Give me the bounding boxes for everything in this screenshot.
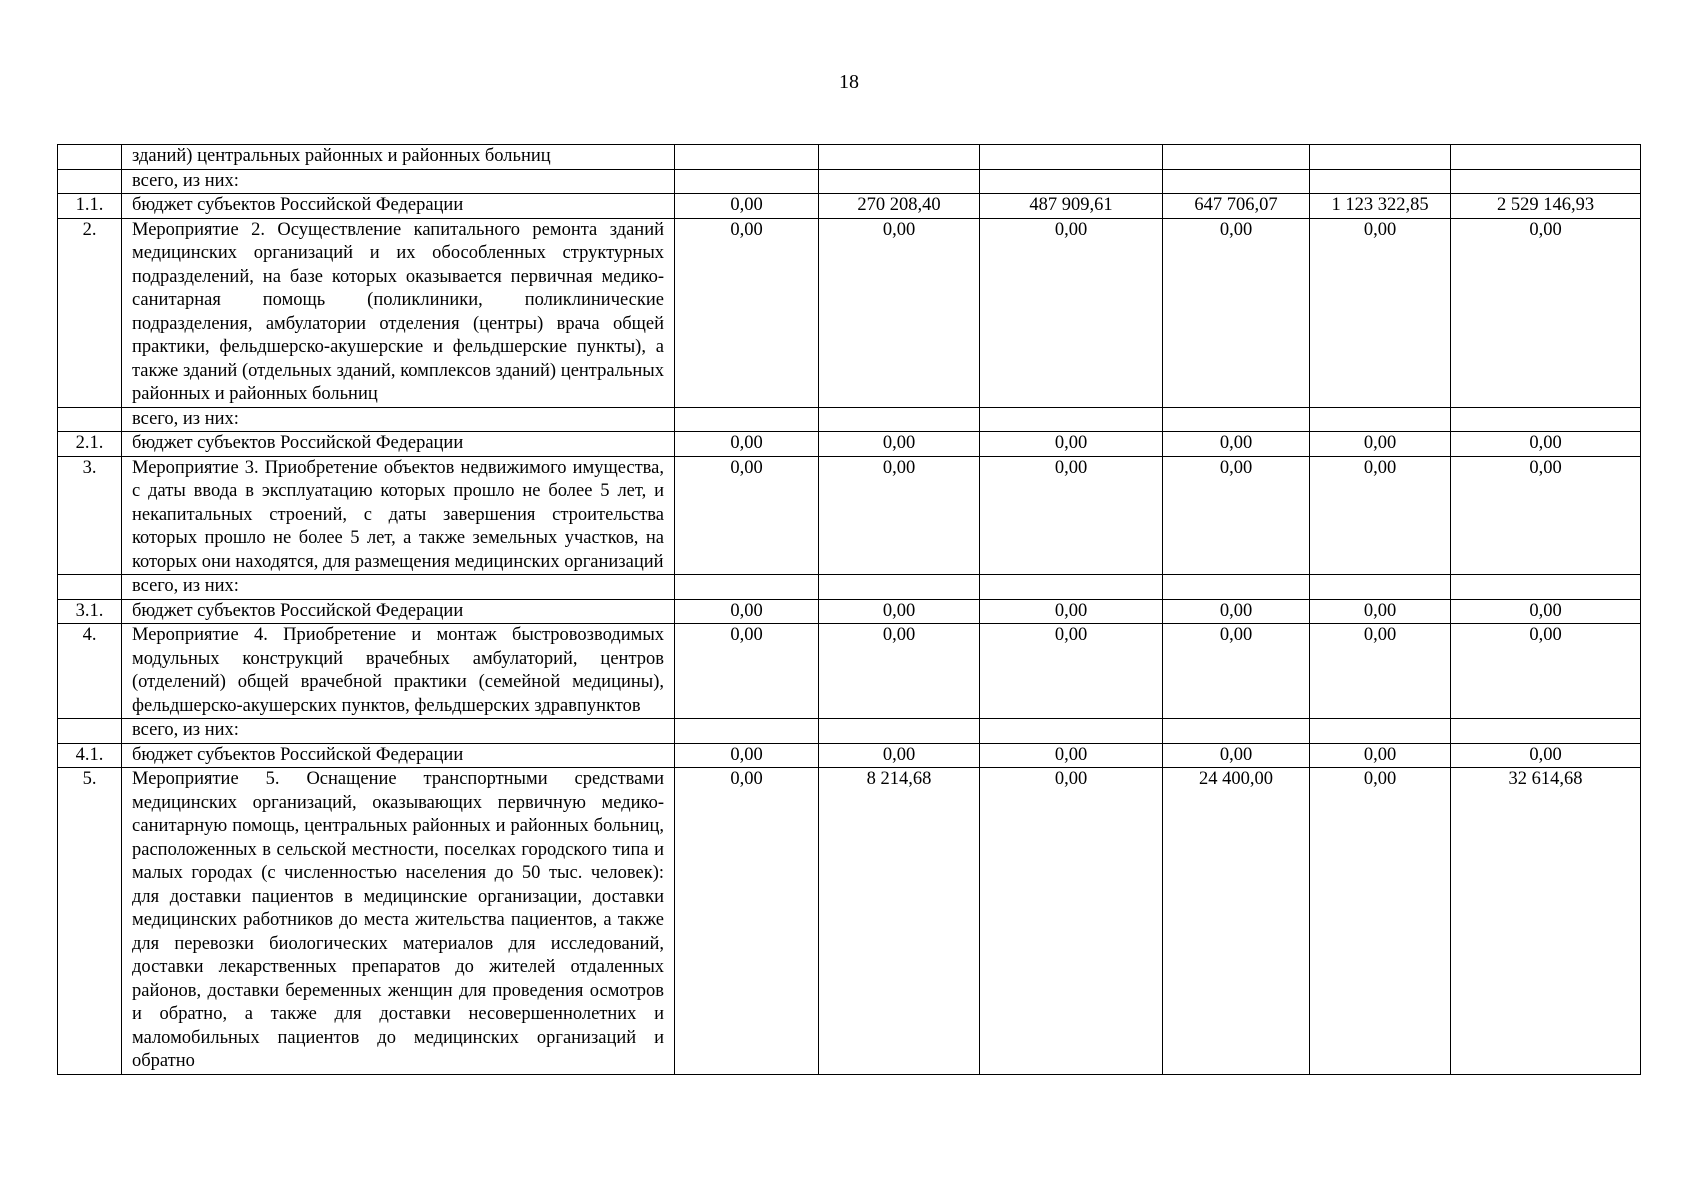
value-cell-2	[819, 145, 980, 170]
table-row	[58, 768, 1641, 1075]
value-cell-6	[1451, 169, 1641, 194]
value-cell-4: 0,00	[1163, 599, 1310, 624]
table-row	[58, 169, 1641, 194]
value-cell-2: 0,00	[819, 432, 980, 457]
table-row	[58, 719, 1641, 744]
value-cell-1: 0,00	[675, 768, 819, 1075]
item-name-cell: Мероприятие 2. Осуществление капитального ремонта зданий медицинских организаций и их обособленных структурных подразделений, на базе которых оказывается первичная медико-санитарная помощь (поликлиники, поликлинические подразделения, амбулатории отделения (центры) врача общей практики, фельдшерско-акушерские и фельдшерские пункты), а также зданий (отдельных зданий, комплексов зданий) центральных районных и районных больниц	[122, 218, 675, 407]
value-cell-3: 0,00	[980, 432, 1163, 457]
row-number-cell	[58, 169, 122, 194]
value-cell-6	[1451, 145, 1641, 170]
value-cell-5	[1310, 145, 1451, 170]
row-number-cell: 4.	[58, 624, 122, 719]
value-cell-5: 1 123 322,85	[1310, 194, 1451, 219]
table-row	[58, 194, 1641, 219]
item-name-cell: всего, из них:	[122, 407, 675, 432]
table-row	[58, 575, 1641, 600]
value-cell-2	[819, 719, 980, 744]
value-cell-3: 0,00	[980, 743, 1163, 768]
value-cell-3: 0,00	[980, 768, 1163, 1075]
value-cell-5: 0,00	[1310, 432, 1451, 457]
item-name-cell: бюджет субъектов Российской Федерации	[122, 432, 675, 457]
value-cell-4: 0,00	[1163, 624, 1310, 719]
value-cell-2: 0,00	[819, 456, 980, 575]
value-cell-4: 0,00	[1163, 456, 1310, 575]
table-row	[58, 624, 1641, 719]
value-cell-1: 0,00	[675, 218, 819, 407]
table-row	[58, 599, 1641, 624]
value-cell-4	[1163, 169, 1310, 194]
budget-table	[57, 144, 1641, 1075]
row-number-cell: 2.1.	[58, 432, 122, 457]
item-name-cell: зданий) центральных районных и районных больниц	[122, 145, 675, 170]
value-cell-6: 2 529 146,93	[1451, 194, 1641, 219]
value-cell-2: 0,00	[819, 624, 980, 719]
value-cell-1	[675, 145, 819, 170]
item-name-cell: бюджет субъектов Российской Федерации	[122, 743, 675, 768]
value-cell-4	[1163, 575, 1310, 600]
value-cell-1	[675, 169, 819, 194]
value-cell-4	[1163, 719, 1310, 744]
table-row	[58, 218, 1641, 407]
value-cell-3: 487 909,61	[980, 194, 1163, 219]
row-number-cell: 3.	[58, 456, 122, 575]
item-name-cell: бюджет субъектов Российской Федерации	[122, 599, 675, 624]
page-number: 18	[839, 71, 859, 93]
item-name-cell: всего, из них:	[122, 719, 675, 744]
value-cell-1: 0,00	[675, 624, 819, 719]
value-cell-3	[980, 575, 1163, 600]
value-cell-3: 0,00	[980, 218, 1163, 407]
value-cell-6	[1451, 719, 1641, 744]
value-cell-6: 0,00	[1451, 218, 1641, 407]
value-cell-3: 0,00	[980, 599, 1163, 624]
value-cell-5: 0,00	[1310, 624, 1451, 719]
value-cell-4: 0,00	[1163, 432, 1310, 457]
item-name-cell: Мероприятие 3. Приобретение объектов недвижимого имущества, с даты ввода в эксплуатацию которых прошло не более 5 лет, и некапитальных строений, с даты завершения строительства которых прошло не более 5 лет, а также земельных участков, на которых они находятся, для размещения медицинских организаций	[122, 456, 675, 575]
value-cell-6	[1451, 575, 1641, 600]
table-body	[58, 145, 1641, 1075]
value-cell-4: 0,00	[1163, 218, 1310, 407]
value-cell-6: 0,00	[1451, 624, 1641, 719]
value-cell-1: 0,00	[675, 599, 819, 624]
value-cell-5	[1310, 575, 1451, 600]
row-number-cell: 2.	[58, 218, 122, 407]
value-cell-2: 0,00	[819, 218, 980, 407]
value-cell-5: 0,00	[1310, 218, 1451, 407]
value-cell-6	[1451, 407, 1641, 432]
value-cell-5	[1310, 719, 1451, 744]
row-number-cell: 1.1.	[58, 194, 122, 219]
value-cell-5: 0,00	[1310, 456, 1451, 575]
value-cell-6: 0,00	[1451, 743, 1641, 768]
value-cell-2	[819, 169, 980, 194]
value-cell-5: 0,00	[1310, 599, 1451, 624]
value-cell-6: 0,00	[1451, 432, 1641, 457]
value-cell-4	[1163, 407, 1310, 432]
value-cell-1: 0,00	[675, 194, 819, 219]
value-cell-1	[675, 407, 819, 432]
value-cell-1	[675, 719, 819, 744]
value-cell-3: 0,00	[980, 456, 1163, 575]
value-cell-3	[980, 169, 1163, 194]
value-cell-6: 0,00	[1451, 599, 1641, 624]
row-number-cell: 4.1.	[58, 743, 122, 768]
value-cell-5: 0,00	[1310, 743, 1451, 768]
row-number-cell	[58, 407, 122, 432]
row-number-cell: 5.	[58, 768, 122, 1075]
value-cell-1: 0,00	[675, 432, 819, 457]
row-number-cell	[58, 145, 122, 170]
item-name-cell: всего, из них:	[122, 169, 675, 194]
value-cell-3	[980, 145, 1163, 170]
item-name-cell: Мероприятие 5. Оснащение транспортными средствами медицинских организаций, оказывающих первичную медико-санитарную помощь, центральных районных и районных больниц, расположенных в сельской местности, поселках городского типа и малых городах (с численностью населения до 50 тыс. человек): для доставки пациентов в медицинские организации, доставки медицинских работников до места жительства пациентов, а также для перевозки биологических материалов для исследований, доставки лекарственных препаратов до жителей отдаленных районов, доставки беременных женщин для проведения осмотров и обратно, а также для доставки несовершеннолетних и маломобильных пациентов до медицинских организаций и обратно	[122, 768, 675, 1075]
value-cell-2: 270 208,40	[819, 194, 980, 219]
item-name-cell: Мероприятие 4. Приобретение и монтаж быстровозводимых модульных конструкций врачебных амбулаторий, центров (отделений) общей врачебной практики (семейной медицины), фельдшерско-акушерских пунктов, фельдшерских здравпунктов	[122, 624, 675, 719]
value-cell-1	[675, 575, 819, 600]
value-cell-1: 0,00	[675, 456, 819, 575]
value-cell-2: 0,00	[819, 743, 980, 768]
value-cell-2	[819, 575, 980, 600]
item-name-cell: бюджет субъектов Российской Федерации	[122, 194, 675, 219]
value-cell-4: 647 706,07	[1163, 194, 1310, 219]
value-cell-3	[980, 719, 1163, 744]
row-number-cell	[58, 719, 122, 744]
value-cell-5	[1310, 169, 1451, 194]
value-cell-5	[1310, 407, 1451, 432]
table-row	[58, 145, 1641, 170]
row-number-cell: 3.1.	[58, 599, 122, 624]
table-row	[58, 456, 1641, 575]
value-cell-2	[819, 407, 980, 432]
table-row	[58, 743, 1641, 768]
table-row	[58, 432, 1641, 457]
row-number-cell	[58, 575, 122, 600]
value-cell-4	[1163, 145, 1310, 170]
value-cell-3	[980, 407, 1163, 432]
value-cell-4: 0,00	[1163, 743, 1310, 768]
value-cell-2: 8 214,68	[819, 768, 980, 1075]
value-cell-1: 0,00	[675, 743, 819, 768]
value-cell-3: 0,00	[980, 624, 1163, 719]
value-cell-6: 0,00	[1451, 456, 1641, 575]
value-cell-5: 0,00	[1310, 768, 1451, 1075]
value-cell-4: 24 400,00	[1163, 768, 1310, 1075]
value-cell-2: 0,00	[819, 599, 980, 624]
value-cell-6: 32 614,68	[1451, 768, 1641, 1075]
table-row	[58, 407, 1641, 432]
item-name-cell: всего, из них:	[122, 575, 675, 600]
